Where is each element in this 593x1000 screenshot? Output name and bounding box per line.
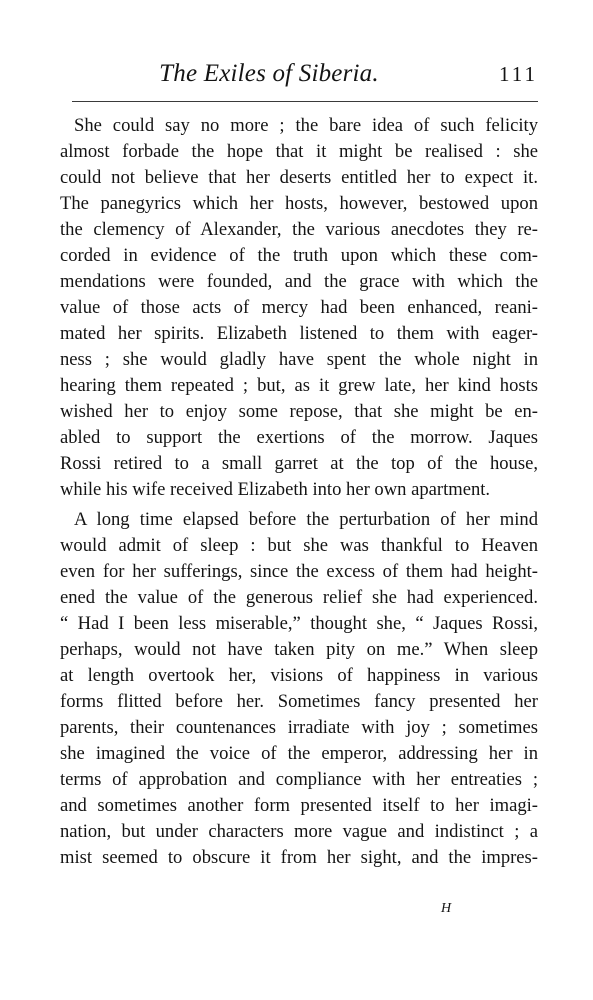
text-line: at length overtook her, visions of happiness in various: [60, 665, 538, 686]
text-line: mendations were founded, and the grace with which the: [60, 271, 538, 292]
text-line: nation, but under characters more vague and indistinct ; a: [60, 821, 538, 842]
text-line: ened the value of the generous relief she had experienced.: [60, 587, 538, 608]
text-line: The panegyrics which her hosts, however, bestowed upon: [60, 193, 538, 214]
text-line: Rossi retired to a small garret at the top of the house,: [60, 453, 538, 474]
text-line: forms flitted before her. Sometimes fancy presented her: [60, 691, 538, 712]
text-line: terms of approbation and compliance with her entreaties ;: [60, 769, 538, 790]
text-line: would admit of sleep : but she was thankful to Heaven: [60, 535, 538, 556]
paragraph: [60, 507, 538, 871]
text-line: perhaps, would not have taken pity on me.” When sleep: [60, 639, 538, 660]
text-line: wished her to enjoy some repose, that she might be en-: [60, 401, 538, 422]
text-line: corded in evidence of the truth upon which these com-: [60, 245, 538, 266]
header-rule: [72, 101, 538, 102]
text-line: the clemency of Alexander, the various anecdotes they re-: [60, 219, 538, 240]
signature-mark: H: [441, 901, 452, 916]
text-line: mated her spirits. Elizabeth listened to them with eager-: [60, 323, 538, 344]
page-number: 111: [499, 62, 538, 86]
text-line: She could say no more ; the bare idea of such felicity: [74, 115, 538, 136]
text-line: while his wife received Elizabeth into her own apartment.: [60, 479, 491, 500]
text-line: and sometimes another form presented itself to her imagi-: [60, 795, 538, 816]
text-line: A long time elapsed before the perturbation of her mind: [74, 509, 538, 530]
text-line: could not believe that her deserts entitled her to expect it.: [60, 167, 538, 188]
text-line: almost forbade the hope that it might be realised : she: [60, 141, 538, 162]
paragraph: [60, 113, 538, 503]
text-line: “ Had I been less miserable,” thought she, “ Jaques Rossi,: [60, 613, 538, 634]
text-line: she imagined the voice of the emperor, addressing her in: [60, 743, 538, 764]
body-text: [60, 113, 538, 871]
text-line: hearing them repeated ; but, as it grew late, her kind hosts: [60, 375, 538, 396]
text-line: even for her sufferings, since the excess of them had height-: [60, 561, 538, 582]
text-line: parents, their countenances irradiate with joy ; sometimes: [60, 717, 538, 738]
text-line: mist seemed to obscure it from her sight, and the impres-: [60, 847, 538, 868]
running-title: The Exiles of Siberia.: [159, 60, 379, 87]
text-line: value of those acts of mercy had been enhanced, reani-: [60, 297, 538, 318]
text-line: ness ; she would gladly have spent the whole night in: [60, 349, 538, 370]
text-line: abled to support the exertions of the morrow. Jaques: [60, 427, 538, 448]
